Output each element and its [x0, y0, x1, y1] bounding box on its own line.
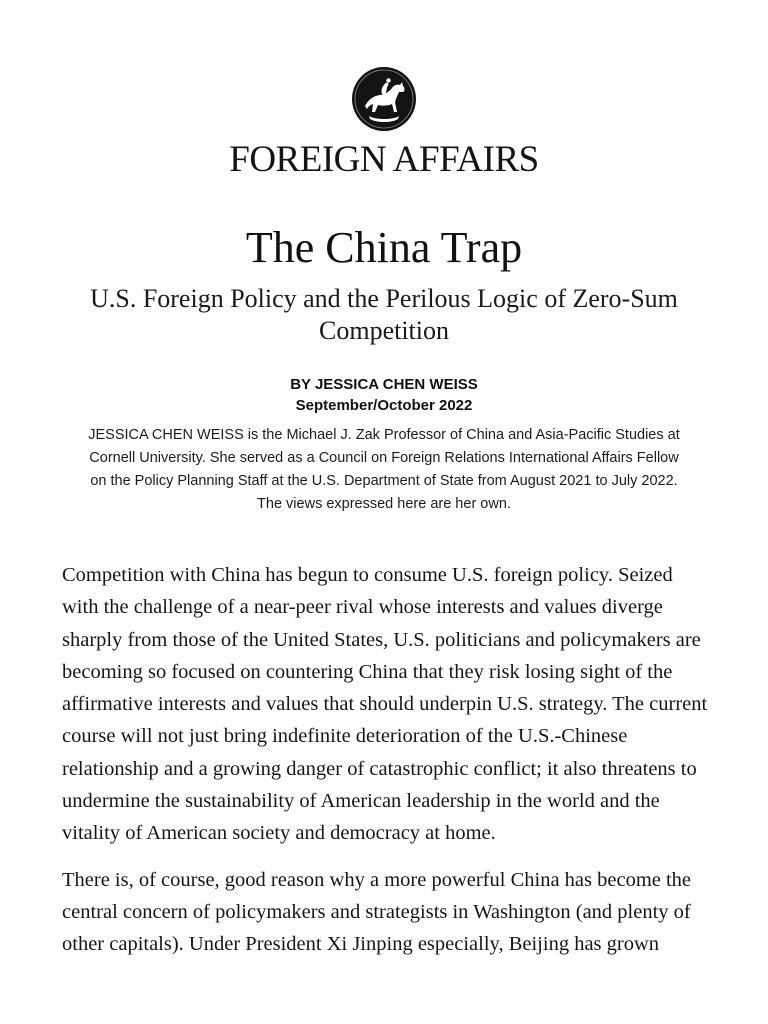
body-paragraph-2: There is, of course, good reason why a more powerful China has become the central concern of policymakers and strategists in Washington (and plenty of other capitals). Under President Xi Jinping especially, Beijing has grown	[62, 868, 692, 956]
masthead-wordmark: FOREIGN AFFAIRS	[229, 139, 539, 180]
issue-date: September/October 2022	[295, 397, 473, 414]
article-body	[62, 559, 710, 975]
horse-and-rider-seal-icon	[351, 66, 417, 132]
article-title: The China Trap	[245, 223, 523, 272]
body-paragraph-1: Competition with China has begun to consume U.S. foreign policy. Seized with the challenge of a near-peer rival whose interests and values diverge sharply from those of the United States, U.S. politicians and policymakers are becoming so focused on countering China that they risk losing sight of the affirmative interests and values that should underpin U.S. strategy. The current course will not just bring indefinite deterioration of the U.S.-Chinese relationship and a growing danger of catastrophic conflict; it also threatens to undermine the sustainability of American leadership in the world and the vitality of American society and democracy at home.	[62, 564, 708, 845]
article-subtitle: U.S. Foreign Policy and the Perilous Logic of Zero-Sum Competition	[90, 284, 678, 345]
author-bio: JESSICA CHEN WEISS is the Michael J. Zak Professor of China and Asia-Pacific Studies at Cornell University. She served as a Council on Foreign Relations International Affairs Fellow on the Policy Planning Staff at the U.S. Department of State from August 2021 to July 2022. The views expressed here are her own.	[88, 427, 680, 512]
author-byline: BY JESSICA CHEN WEISS	[290, 376, 478, 393]
logo	[0, 66, 768, 132]
